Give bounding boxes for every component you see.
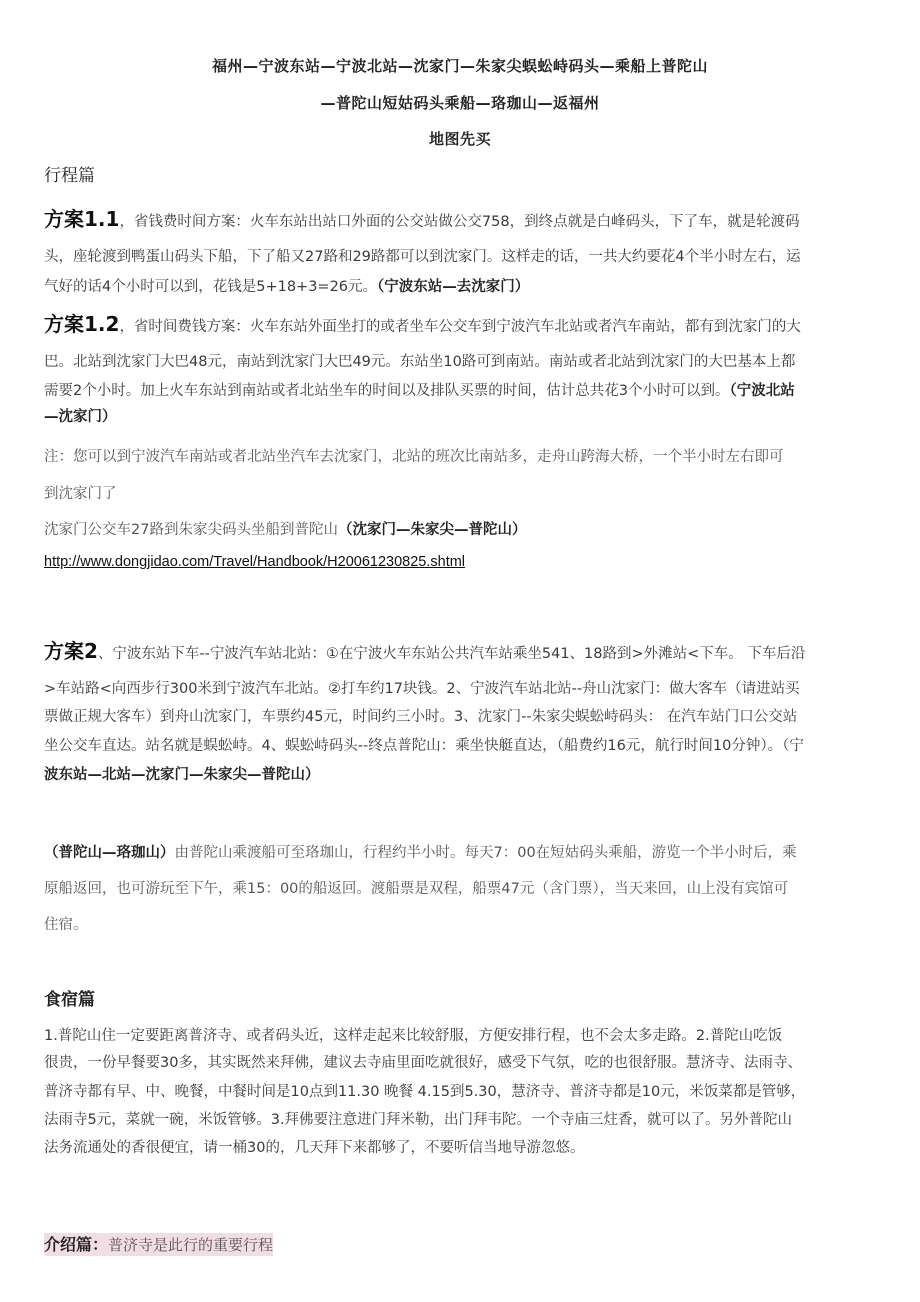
plan-2-route: 波东站—北站—沈家门—朱家尖—普陀山） [44, 767, 320, 783]
intro-highlight [44, 1233, 273, 1256]
luojia-route: （普陀山—珞珈山） [44, 845, 175, 861]
plan-2-line-4: 坐公交车直达。站名就是蜈蚣峙。4、蜈蚣峙码头--终点普陀山：乘坐快艇直达，（船费约16元，航行时间10分钟）。（宁 [44, 738, 804, 754]
plan-1-2-line-2: 巴。北站到沈家门大巴48元，南站到沈家门大巴49元。东站坐10路可到南站。南站或者北站到沈家门的大巴基本上都 [44, 354, 796, 370]
plan-2-text-1: 、宁波东站下车--宁波汽车站北站：①在宁波火车东站公共汽车站乘坐541、18路到>外滩站<下车。 下车后沿 [97, 646, 806, 662]
plan-1-1-text-3: 气好的话4个小时可以到，花钱是5+18+3=26元。 [44, 279, 378, 295]
plan-2-line-3: 票做正规大客车）到舟山沈家门，车票约45元，时间约三小时。3、沈家门--朱家尖蜈蚣峙码头： 在汽车站门口公交站 [44, 709, 798, 725]
plan-1-1-line-3 [44, 275, 880, 296]
section-heading-itinerary: 行程篇 [44, 166, 95, 186]
plan-1-2-line-4 [44, 405, 880, 426]
lodging-line-1: 1.普陀山住一定要距离普济寺、或者码头近，这样走起来比较舒服，方便安排行程，也不会太多走路。2.普陀山吃饭 [44, 1028, 783, 1044]
luojia-line-1 [44, 841, 880, 862]
luojia-line-3: 住宿。 [44, 917, 88, 933]
plan-2-line-5 [44, 763, 880, 784]
intro-line [44, 1232, 273, 1255]
title-line-1: 福州—宁波东站—宁波北站—沈家门—朱家尖蜈蚣峙码头—乘船上普陀山 [211, 57, 708, 75]
lodging-line-4: 法雨寺5元，菜就一碗，米饭管够。3.拜佛要注意进门拜米勒，出门拜韦陀。一个寺庙三炷香，就可以了。另外普陀山 [44, 1112, 793, 1128]
plan-2-line-1 [44, 635, 880, 664]
note-line-2: 到沈家门了 [44, 486, 117, 502]
plan-1-2-text-3: 需要2个小时。加上火车东站到南站或者北站坐车的时间以及排队买票的时间，估计总共花3个小时可以到。 [44, 383, 730, 399]
lodging-line-5: 法务流通处的香很便宜，请一桶30的，几天拜下来都够了，不要听信当地导游忽悠。 [44, 1140, 585, 1156]
plan-1-2-line-1 [44, 308, 880, 337]
section-heading-lodging: 食宿篇 [44, 990, 95, 1010]
intro-text: 普济寺是此行的重要行程 [108, 1236, 274, 1254]
plan-2-line-2: >车站路<向西步行300米到宁波汽车北站。②打车约17块钱。2、宁波汽车站北站--舟山沈家门：做大客车（请进站买 [44, 681, 800, 697]
plan-1-2-route-b: —沈家门） [44, 409, 117, 425]
plan-2-label: 方案2 [44, 639, 98, 663]
note-line-1: 注：您可以到宁波汽车南站或者北站坐汽车去沈家门，北站的班次比南站多，走舟山跨海大桥，一个半小时左右即可 [44, 449, 784, 465]
plan-1-1-route: （宁波东站—去沈家门） [377, 279, 530, 295]
plan-1-1-line-1 [44, 203, 880, 232]
intro-label: 介绍篇： [44, 1235, 109, 1254]
plan-1-1-text-1: ，省钱费时间方案：火车东站出站口外面的公交站做公交758，到终点就是白峰码头，下了车，就是轮渡码 [119, 214, 800, 230]
plan-1-1-label: 方案1.1 [44, 207, 120, 231]
plan-1-2-route-a: （宁波北站 [729, 383, 795, 399]
luojia-text-1: 由普陀山乘渡船可至珞珈山，行程约半小时。每天7：00在短姑码头乘船，游览一个半小时后，乘 [174, 845, 797, 861]
luojia-line-2: 原船返回，也可游玩至下午，乘15：00的船返回。渡船票是双程，船票47元（含门票），当天来回，山上没有宾馆可 [44, 881, 789, 897]
bus-27-text: 沈家门公交车27路到朱家尖码头坐船到普陀山 [44, 522, 338, 538]
lodging-line-2: 很贵，一份早餐要30多，其实既然来拜佛，建议去寺庙里面吃就很好，感受下气氛，吃的也很舒服。慧济寺、法雨寺、 [44, 1055, 802, 1071]
bus-27-route: （沈家门—朱家尖—普陀山） [337, 522, 527, 538]
plan-1-2-label: 方案1.2 [44, 312, 120, 336]
lodging-line-3: 普济寺都有早、中、晚餐，中餐时间是10点到11.30 晚餐 4.15到5.30，慧济寺、普济寺都是10元，米饭菜都是管够， [44, 1084, 806, 1100]
handbook-link[interactable]: http://www.dongjidao.com/Travel/Handbook/H20061230825.shtml [44, 554, 466, 570]
plan-1-1-line-2: 头，座轮渡到鸭蛋山码头下船，下了船又27路和29路都可以到沈家门。这样走的话，一共大约要花4个半小时左右，运 [44, 249, 801, 265]
link-line [44, 554, 880, 570]
title-line-2: —普陀山短姑码头乘船—珞珈山—返福州 [320, 94, 600, 112]
plan-1-2-text-1: ，省时间费钱方案：火车东站外面坐打的或者坐车公交车到宁波汽车北站或者汽车南站，都有到沈家门的大 [119, 319, 801, 335]
plan-1-2-line-3 [44, 379, 880, 400]
bus-27-line [44, 518, 880, 539]
title-line-3: 地图先买 [428, 130, 491, 148]
